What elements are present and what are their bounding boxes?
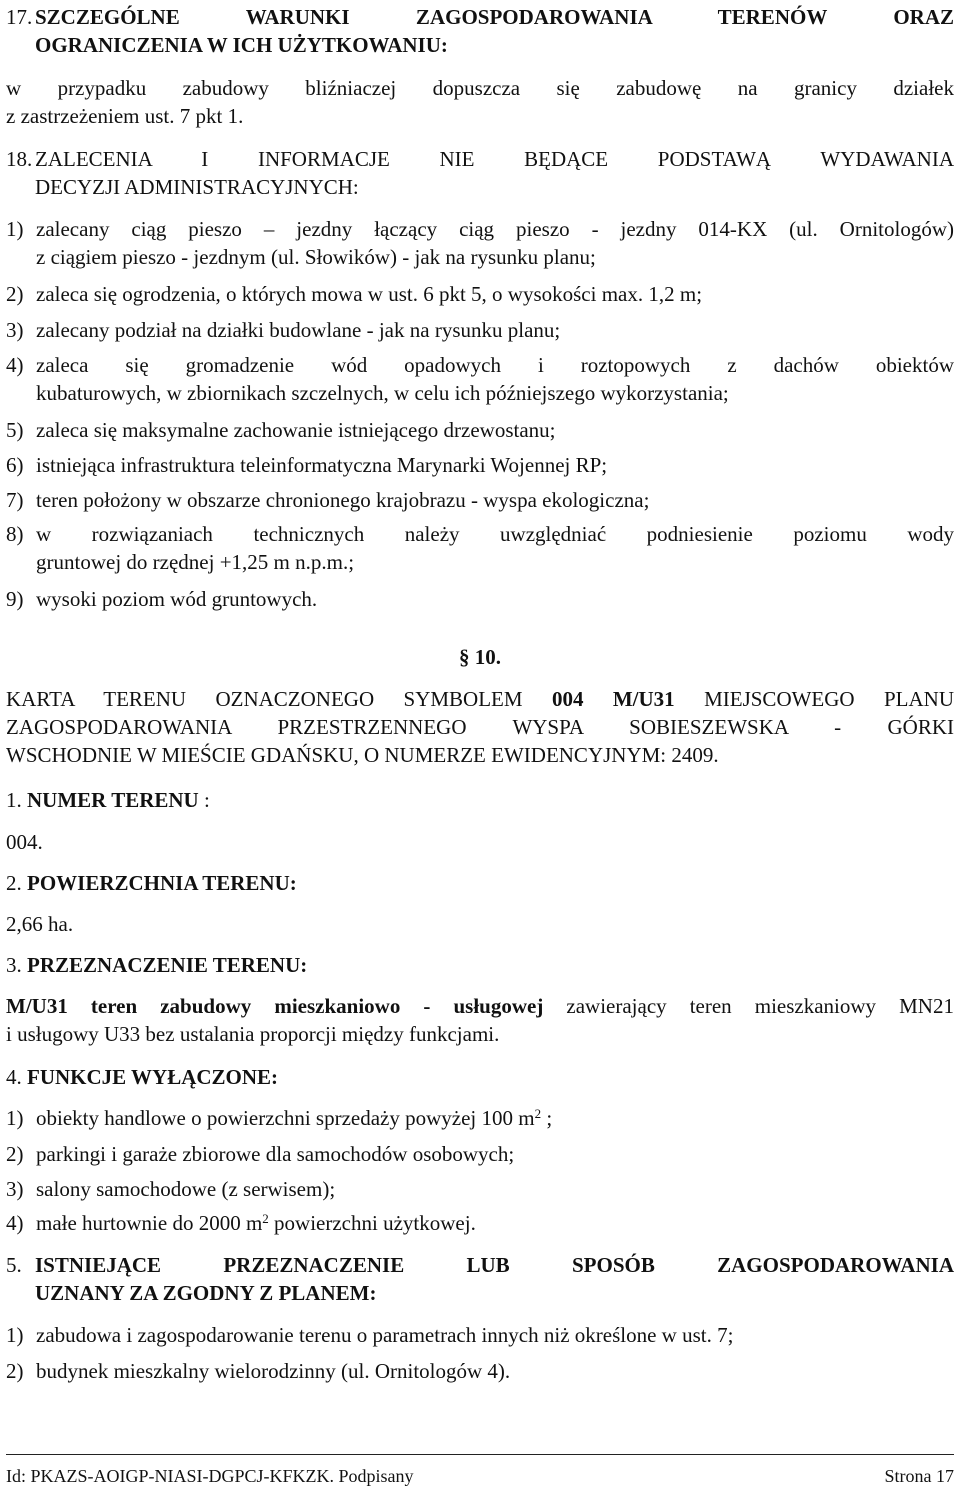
list-text: wysoki poziom wód gruntowych. [36,587,318,611]
list-text: istniejąca infrastruktura teleinformatyczna Marynarki Wojennej RP; [36,453,608,477]
card-title-text: MIEJSCOWEGO PLANU [674,687,954,711]
list-text [36,1209,954,1237]
section-title: FUNKCJE WYŁĄCZONE: [27,1065,279,1089]
list-text: teren położony w obszarze chronionego krajobrazu - wyspa ekologiczna; [36,488,650,512]
card-symbol: 004 M/U31 [551,687,675,711]
section-title: POWIERZCHNIA TERENU: [27,871,297,895]
page-number: Strona 17 [884,1466,954,1486]
section-2-heading [6,869,954,897]
list-item [6,280,954,308]
text-span: zawierający teren mieszkaniowy MN21 [543,994,954,1018]
list-number: 7) [6,488,24,512]
list-item [6,1357,954,1385]
section-number: 18. [6,147,33,171]
superscript: 2 [534,1106,542,1121]
list-item [6,1209,954,1237]
list-item [6,351,954,407]
list-item [6,316,954,344]
card-title-line: WSCHODNIE W MIEŚCIE GDAŃSKU, O NUMERZE EWIDENCYJNYM: 2409. [6,743,719,767]
footer-divider [6,1454,954,1455]
section-title-line: SZCZEGÓLNE WARUNKI ZAGOSPODAROWANIA TERENÓW ORAZ [35,5,954,29]
list-item [6,1175,954,1203]
superscript: 2 [262,1211,269,1226]
list-text: gruntowej do rzędnej +1,25 m n.p.m.; [36,550,355,574]
section-number: 4. [6,1065,22,1089]
section-4-heading [6,1063,954,1091]
text-span: powierzchni użytkowej. [268,1211,476,1235]
list-number: 4) [6,1211,24,1235]
text-line: w przypadku zabudowy bliźniaczej dopuszcza się zabudowę na granicy działek [6,76,954,100]
section-number: 1. [6,788,22,812]
list-text: budynek mieszkalny wielorodzinny (ul. Ornitologów 4). [36,1359,511,1383]
list-item [6,1321,954,1349]
list-text [36,1104,954,1132]
card-title-line: ZAGOSPODAROWANIA PRZESTRZENNEGO WYSPA SOBIESZEWSKA - GÓRKI [6,715,954,739]
section-title-line: DECYZJI ADMINISTRACYJNYCH: [35,175,359,199]
list-number: 2) [6,282,24,306]
list-item [6,451,954,479]
text-line: z zastrzeżeniem ust. 7 pkt 1. [6,104,244,128]
section-18-heading [6,145,954,201]
list-number: 3) [6,318,24,342]
section-title-line: UZNANY ZA ZGODNY Z PLANEM: [35,1281,377,1305]
section-colon: : [198,788,210,812]
list-item [6,1104,954,1132]
card-title [6,685,954,769]
card-title-line [6,685,954,713]
list-item [6,215,954,271]
list-number: 2) [6,1142,24,1166]
list-number: 6) [6,453,24,477]
section-17-heading [6,3,954,59]
list-item [6,520,954,576]
list-text: parkingi i garaże zbiorowe dla samochodów osobowych; [36,1142,515,1166]
section-number: 5. [6,1253,22,1277]
section-2-value: 2,66 ha. [6,912,74,936]
list-number: 1) [6,1106,24,1130]
list-item [6,1140,954,1168]
list-text: zabudowa i zagospodarowanie terenu o parametrach innych niż określone w ust. 7; [36,1323,734,1347]
list-item [6,486,954,514]
list-text: kubaturowych, w zbiornikach szczelnych, w celu ich późniejszego wykorzystania; [36,381,729,405]
list-text: zaleca się ogrodzenia, o których mowa w ust. 6 pkt 5, o wysokości max. 1,2 m; [36,282,703,306]
text-line [6,992,954,1020]
land-use-symbol: M/U31 teren zabudowy mieszkaniowo - usługowej [6,994,544,1018]
section-number: 3. [6,953,22,977]
section-3-heading [6,951,954,979]
list-text: z ciągiem pieszo - jezdnym (ul. Słowików) - jak na rysunku planu; [36,245,596,269]
section-1-heading [6,786,954,814]
text-span: małe hurtownie do 2000 m [36,1211,263,1235]
section-title-line: ZALECENIA I INFORMACJE NIE BĘDĄCE PODSTAWĄ WYDAWANIA [35,147,954,171]
list-number: 8) [6,522,24,546]
list-number: 4) [6,353,24,377]
section-1-value: 004. [6,830,43,854]
list-number: 1) [6,217,24,241]
list-text: zaleca się gromadzenie wód opadowych i roztopowych z dachów obiektów [36,353,954,377]
section-3-text [6,992,954,1048]
list-item [6,585,954,613]
text-line: i usługowy U33 bez ustalania proporcji między funkcjami. [6,1022,500,1046]
list-number: 3) [6,1177,24,1201]
section-17-text [6,74,954,130]
list-text: zalecany ciąg pieszo – jezdny łączący ciąg pieszo - jezdny 014-KX (ul. Ornitologów) [36,217,954,241]
section-title-line: ISTNIEJĄCE PRZEZNACZENIE LUB SPOSÓB ZAGOSPODAROWANIA [35,1253,954,1277]
paragraph-mark: § 10. [459,645,501,669]
list-text: w rozwiązaniach technicznych należy uwzględniać podniesienie poziomu wody [36,522,954,546]
list-text: zaleca się maksymalne zachowanie istniejącego drzewostanu; [36,418,556,442]
list-number: 9) [6,587,24,611]
section-number: 17. [6,5,33,29]
card-title-text: KARTA TERENU OZNACZONEGO SYMBOLEM [6,687,552,711]
section-title: NUMER TERENU [27,788,199,812]
text-span: ; [541,1106,553,1130]
list-text: salony samochodowe (z serwisem); [36,1177,336,1201]
list-number: 1) [6,1323,24,1347]
list-item [6,416,954,444]
section-number: 2. [6,871,22,895]
document-id: Id: PKAZS-AOIGP-NIASI-DGPCJ-KFKZK. Podpisany [6,1466,414,1486]
text-span: obiekty handlowe o powierzchni sprzedaży powyżej 100 m [36,1106,535,1130]
section-title: PRZEZNACZENIE TERENU: [27,953,308,977]
section-title-line: OGRANICZENIA W ICH UŻYTKOWANIU: [35,33,448,57]
page-footer [6,1464,954,1488]
list-text: zalecany podział na działki budowlane - jak na rysunku planu; [36,318,561,342]
list-number: 2) [6,1359,24,1383]
section-5-heading [6,1251,954,1307]
list-number: 5) [6,418,24,442]
